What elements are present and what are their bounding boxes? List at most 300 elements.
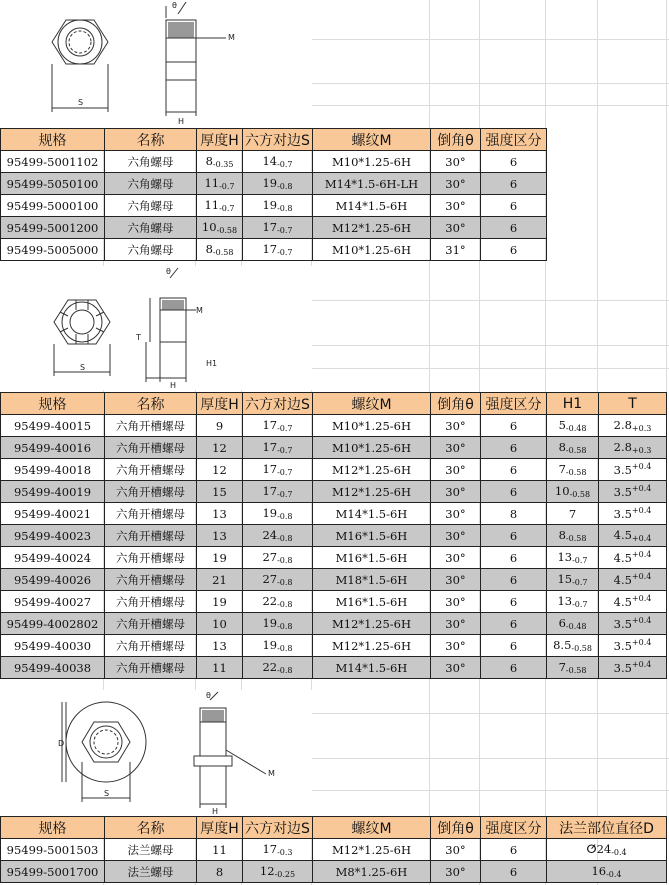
- across-flats-cell-value: 17: [262, 220, 278, 234]
- name-cell-value: 六角螺母: [127, 154, 174, 169]
- spec-cell-value: 95499-40024: [13, 550, 92, 565]
- spec-cell-value: 95499-40038: [13, 660, 92, 675]
- spec-cell: [1, 217, 105, 239]
- h1-cell-tolerance: -0.7: [572, 600, 588, 609]
- t-cell-tolerance: +0.4: [631, 550, 652, 559]
- chamfer-angle-cell-value: 30°: [445, 220, 466, 235]
- thickness-cell-value: 12: [212, 440, 227, 455]
- name-cell: [105, 239, 197, 261]
- across-flats-cell-value: 19: [262, 176, 278, 190]
- across-flats-cell-tolerance: -0.7: [277, 424, 293, 433]
- across-flats-cell: [243, 839, 313, 861]
- thread-cell: [313, 547, 431, 569]
- thread-cell-value: M16*1.5-6H: [335, 528, 408, 543]
- t-cell-value: 4.5: [613, 595, 632, 609]
- fig2-label-m: M: [196, 306, 203, 315]
- h1-cell-tolerance: -0.7: [572, 556, 588, 565]
- h1-cell: [547, 613, 599, 635]
- thickness-cell: [197, 481, 243, 503]
- across-flats-cell-tolerance: -0.8: [277, 622, 293, 631]
- thread-cell-value: M14*1.5-6H: [335, 660, 408, 675]
- thread-cell: [313, 591, 431, 613]
- chamfer-angle-cell-value: 30°: [445, 506, 466, 521]
- spec-cell-value: 95499-40027: [13, 594, 92, 609]
- spec-cell: [1, 839, 105, 861]
- across-flats-cell-tolerance: -0.7: [277, 160, 293, 169]
- h1-cell-tolerance: -0.48: [565, 622, 587, 631]
- across-flats-cell: [243, 591, 313, 613]
- t-cell: [599, 591, 667, 613]
- across-flats-cell-value: 22: [262, 660, 278, 674]
- column-header: T: [599, 393, 667, 415]
- spec-cell: [1, 481, 105, 503]
- thickness-cell: [197, 839, 243, 861]
- table-row: [1, 635, 667, 657]
- across-flats-cell: [243, 613, 313, 635]
- name-cell: [105, 173, 197, 195]
- t-cell-value: 4.5: [613, 528, 632, 542]
- chamfer-angle-cell-value: 30°: [445, 440, 466, 455]
- spec-cell-value: 95499-5005000: [6, 242, 99, 257]
- across-flats-cell-value: 19: [262, 638, 278, 652]
- spec-cell: [1, 569, 105, 591]
- column-header: 六方对边S: [243, 817, 313, 839]
- chamfer-angle-cell: [431, 415, 481, 437]
- table-row: [1, 503, 667, 525]
- table-row: [1, 569, 667, 591]
- fig2-label-t: T: [136, 333, 141, 342]
- name-cell-value: 六角开槽螺母: [116, 616, 185, 631]
- strength-grade-cell: [481, 437, 547, 459]
- t-cell-value: 3.5: [613, 485, 632, 499]
- name-cell-value: 六角开槽螺母: [116, 638, 185, 653]
- name-cell-value: 六角螺母: [127, 220, 174, 235]
- thickness-cell: [197, 239, 243, 261]
- thickness-cell-tolerance: -0.7: [219, 182, 235, 191]
- spec-cell: [1, 657, 105, 679]
- h1-cell-value: 7: [558, 660, 566, 674]
- thickness-cell: [197, 657, 243, 679]
- h1-cell-value: 13: [557, 594, 573, 608]
- thread-cell-value: M10*1.25-6H: [332, 440, 411, 455]
- strength-grade-cell-value: 6: [509, 484, 518, 499]
- chamfer-angle-cell: [431, 547, 481, 569]
- strength-grade-cell: [481, 503, 547, 525]
- flange-nut-header-row: [1, 817, 667, 839]
- column-header: 螺纹M: [313, 129, 431, 151]
- spec-cell-value: 95499-5001200: [6, 220, 99, 235]
- t-cell: [599, 503, 667, 525]
- spec-cell-value: 95499-5050100: [6, 176, 99, 191]
- spec-cell-value: 95499-40016: [13, 440, 92, 455]
- fig3-label-theta: θ: [206, 691, 211, 700]
- h1-cell: [547, 437, 599, 459]
- column-header: 厚度H: [197, 817, 243, 839]
- h1-cell-value: 10: [554, 484, 570, 498]
- column-header: 厚度H: [197, 393, 243, 415]
- table-row: [1, 547, 667, 569]
- thread-cell-value: M14*1.5-6H: [335, 198, 408, 213]
- across-flats-cell-tolerance: -0.8: [277, 204, 293, 213]
- across-flats-cell-tolerance: -0.8: [277, 534, 293, 543]
- thickness-cell-value: 15: [212, 484, 227, 499]
- t-cell: [599, 569, 667, 591]
- thread-cell-value: M12*1.25-6H: [332, 484, 411, 499]
- strength-grade-cell: [481, 415, 547, 437]
- chamfer-angle-cell: [431, 239, 481, 261]
- strength-grade-cell: [481, 591, 547, 613]
- h1-cell: [547, 591, 599, 613]
- chamfer-angle-cell-value: 30°: [445, 842, 466, 857]
- across-flats-cell-value: 17: [262, 484, 278, 498]
- column-header: 强度区分: [481, 393, 547, 415]
- across-flats-cell-value: 19: [262, 198, 278, 212]
- thread-cell-value: M10*1.25-6H: [332, 154, 411, 169]
- slotted-nut-spec-table: [0, 392, 667, 679]
- t-cell: [599, 415, 667, 437]
- flange-diameter-cell-value: 16: [591, 864, 607, 878]
- hex-nut-drawing: [0, 0, 312, 128]
- spec-cell: [1, 547, 105, 569]
- spec-cell: [1, 195, 105, 217]
- fig1-label-s: S: [78, 98, 84, 107]
- strength-grade-cell: [481, 481, 547, 503]
- thickness-cell: [197, 195, 243, 217]
- name-cell: [105, 217, 197, 239]
- name-cell-value: 六角开槽螺母: [116, 506, 185, 521]
- table-row: [1, 481, 667, 503]
- thickness-cell-value: 8: [215, 864, 224, 879]
- column-header: 厚度H: [197, 129, 243, 151]
- h1-cell-value: 8: [558, 440, 566, 454]
- spec-cell: [1, 151, 105, 173]
- chamfer-angle-cell: [431, 459, 481, 481]
- thickness-cell-value: 10: [212, 616, 227, 631]
- across-flats-cell-tolerance: -0.25: [274, 870, 296, 879]
- strength-grade-cell-value: 6: [509, 198, 518, 213]
- thickness-cell: [197, 569, 243, 591]
- hex-nut-header-row: [1, 129, 547, 151]
- t-cell: [599, 481, 667, 503]
- table-row: [1, 861, 667, 883]
- strength-grade-cell-value: 6: [509, 616, 518, 631]
- name-cell: [105, 525, 197, 547]
- strength-grade-cell-value: 6: [509, 176, 518, 191]
- thickness-cell: [197, 437, 243, 459]
- t-cell-tolerance: +0.4: [631, 484, 652, 493]
- flange-diameter-cell-tolerance: -0.4: [611, 848, 627, 857]
- across-flats-cell-value: 19: [262, 616, 278, 630]
- flange-diameter-cell: [547, 861, 667, 883]
- fig3-label-m: M: [268, 769, 275, 778]
- h1-cell-value: 7: [558, 462, 566, 476]
- name-cell-value: 六角开槽螺母: [116, 572, 185, 587]
- thread-cell-value: M12*1.25-6H: [332, 220, 411, 235]
- thread-cell: [313, 437, 431, 459]
- thread-cell-value: M10*1.25-6H: [332, 418, 411, 433]
- across-flats-cell-tolerance: -0.3: [277, 848, 293, 857]
- column-header: 规格: [1, 129, 105, 151]
- thread-cell: [313, 217, 431, 239]
- fig3-label-s: S: [104, 789, 110, 798]
- strength-grade-cell: [481, 151, 547, 173]
- fig1-label-m: M: [228, 33, 235, 42]
- thickness-cell-value: 10: [201, 220, 217, 234]
- strength-grade-cell-value: 6: [509, 638, 518, 653]
- thread-cell-value: M14*1.5-6H: [335, 506, 408, 521]
- spec-cell-value: 95499-40021: [13, 506, 92, 521]
- thickness-cell: [197, 151, 243, 173]
- thread-cell-value: M12*1.25-6H: [332, 842, 411, 857]
- chamfer-angle-cell: [431, 861, 481, 883]
- thickness-cell-value: 9: [215, 418, 224, 433]
- h1-cell-value: 8.5: [553, 638, 572, 652]
- across-flats-cell-tolerance: -0.8: [277, 512, 293, 521]
- thickness-cell-value: 19: [212, 594, 227, 609]
- strength-grade-cell: [481, 861, 547, 883]
- chamfer-angle-cell-value: 30°: [445, 638, 466, 653]
- column-header: 法兰部位直径D: [547, 817, 667, 839]
- thread-cell-value: M10*1.25-6H: [332, 242, 411, 257]
- chamfer-angle-cell-value: 30°: [445, 660, 466, 675]
- thread-cell-value: M12*1.25-6H: [332, 638, 411, 653]
- name-cell-value: 六角开槽螺母: [116, 418, 185, 433]
- thread-cell: [313, 861, 431, 883]
- name-cell-value: 六角开槽螺母: [116, 594, 185, 609]
- fig3-label-d: D: [58, 739, 65, 748]
- slotted-nut-header-row: [1, 393, 667, 415]
- name-cell-value: 六角开槽螺母: [116, 550, 185, 565]
- across-flats-cell-tolerance: -0.8: [277, 666, 293, 675]
- table-row: [1, 459, 667, 481]
- table-row: [1, 151, 547, 173]
- fig2-label-h: H: [170, 381, 177, 390]
- spec-cell-value: 95499-40030: [13, 638, 92, 653]
- across-flats-cell: [243, 195, 313, 217]
- name-cell: [105, 635, 197, 657]
- spec-cell-value: 95499-5001503: [6, 842, 99, 857]
- h1-cell-tolerance: -0.58: [565, 446, 587, 455]
- strength-grade-cell: [481, 217, 547, 239]
- thread-cell-value: M16*1.5-6H: [335, 550, 408, 565]
- t-cell-tolerance: +0.4: [631, 594, 652, 603]
- strength-grade-cell-value: 6: [509, 154, 518, 169]
- chamfer-angle-cell-value: 30°: [445, 594, 466, 609]
- table-row: [1, 525, 667, 547]
- chamfer-angle-cell-value: 30°: [445, 528, 466, 543]
- name-cell: [105, 657, 197, 679]
- h1-cell-value: 15: [557, 572, 573, 586]
- t-cell: [599, 459, 667, 481]
- thickness-cell-value: 8: [205, 154, 213, 168]
- chamfer-angle-cell: [431, 151, 481, 173]
- across-flats-cell-tolerance: -0.8: [277, 556, 293, 565]
- h1-cell: [547, 415, 599, 437]
- chamfer-angle-cell: [431, 635, 481, 657]
- across-flats-cell: [243, 437, 313, 459]
- h1-cell: [547, 635, 599, 657]
- thread-cell: [313, 481, 431, 503]
- thickness-cell-value: 21: [212, 572, 227, 587]
- h1-cell-tolerance: -0.58: [571, 644, 592, 653]
- chamfer-angle-cell: [431, 613, 481, 635]
- across-flats-cell-value: 22: [262, 594, 278, 608]
- thread-cell: [313, 657, 431, 679]
- strength-grade-cell-value: 6: [509, 550, 518, 565]
- across-flats-cell: [243, 173, 313, 195]
- chamfer-angle-cell: [431, 437, 481, 459]
- name-cell-value: 六角开槽螺母: [116, 462, 185, 477]
- name-cell: [105, 591, 197, 613]
- strength-grade-cell-value: 6: [509, 462, 518, 477]
- chamfer-angle-cell: [431, 481, 481, 503]
- h1-cell-tolerance: -0.58: [565, 468, 587, 477]
- across-flats-cell-value: 17: [262, 440, 278, 454]
- thickness-cell-value: 13: [212, 528, 227, 543]
- chamfer-angle-cell-value: 30°: [445, 418, 466, 433]
- table-row: [1, 657, 667, 679]
- thread-cell: [313, 569, 431, 591]
- t-cell-tolerance: +0.3: [631, 424, 652, 433]
- across-flats-cell: [243, 861, 313, 883]
- t-cell: [599, 437, 667, 459]
- across-flats-cell-tolerance: -0.7: [277, 468, 293, 477]
- thread-cell: [313, 239, 431, 261]
- fig1-label-h: H: [178, 117, 185, 126]
- chamfer-angle-cell: [431, 657, 481, 679]
- h1-cell: [547, 569, 599, 591]
- column-header: 强度区分: [481, 129, 547, 151]
- strength-grade-cell-value: 6: [509, 440, 518, 455]
- across-flats-cell: [243, 151, 313, 173]
- flange-diameter-cell-value: ⵚ24: [586, 842, 612, 856]
- fig2-label-theta: θ: [166, 267, 171, 276]
- table-row: [1, 591, 667, 613]
- name-cell: [105, 547, 197, 569]
- spec-cell: [1, 415, 105, 437]
- thickness-cell-value: 13: [212, 506, 227, 521]
- across-flats-cell-value: 17: [262, 242, 278, 256]
- h1-cell-value: 6: [558, 616, 566, 630]
- chamfer-angle-cell-value: 30°: [445, 864, 466, 879]
- fig3-label-h: H: [212, 807, 219, 816]
- strength-grade-cell: [481, 195, 547, 217]
- thickness-cell-value: 11: [204, 176, 220, 190]
- name-cell: [105, 569, 197, 591]
- table-row: [1, 217, 547, 239]
- thread-cell: [313, 525, 431, 547]
- thread-cell-value: M16*1.5-6H: [335, 594, 408, 609]
- t-cell-value: 4.5: [613, 551, 632, 565]
- h1-cell-tolerance: -0.7: [572, 578, 588, 587]
- chamfer-angle-cell: [431, 569, 481, 591]
- thickness-cell: [197, 613, 243, 635]
- t-cell: [599, 613, 667, 635]
- chamfer-angle-cell: [431, 503, 481, 525]
- thickness-cell-value: 11: [212, 842, 227, 857]
- spec-cell-value: 95499-40023: [13, 528, 92, 543]
- chamfer-angle-cell-value: 30°: [445, 154, 466, 169]
- chamfer-angle-cell: [431, 591, 481, 613]
- name-cell: [105, 195, 197, 217]
- column-header: 六方对边S: [243, 129, 313, 151]
- thickness-cell-tolerance: -0.58: [212, 248, 234, 257]
- strength-grade-cell: [481, 635, 547, 657]
- h1-cell: [547, 525, 599, 547]
- across-flats-cell-value: 17: [262, 418, 278, 432]
- across-flats-cell-tolerance: -0.7: [277, 248, 293, 257]
- h1-cell-value: 8: [558, 528, 566, 542]
- flange-diameter-cell-tolerance: -0.4: [606, 870, 622, 879]
- chamfer-angle-cell: [431, 525, 481, 547]
- spec-cell: [1, 239, 105, 261]
- strength-grade-cell: [481, 239, 547, 261]
- strength-grade-cell-value: 6: [509, 528, 518, 543]
- h1-cell-value: 5: [558, 418, 566, 432]
- strength-grade-cell-value: 6: [509, 220, 518, 235]
- t-cell: [599, 635, 667, 657]
- strength-grade-cell: [481, 547, 547, 569]
- fig1-label-theta: θ: [172, 1, 177, 10]
- thread-cell-value: M12*1.25-6H: [332, 616, 411, 631]
- t-cell-value: 4.5: [613, 573, 632, 587]
- name-cell: [105, 839, 197, 861]
- thread-cell: [313, 151, 431, 173]
- t-cell-tolerance: +0.3: [631, 446, 652, 455]
- flange-outline: [66, 702, 146, 782]
- thread-cell: [313, 195, 431, 217]
- chamfer-angle-cell: [431, 173, 481, 195]
- t-cell-tolerance: +0.4: [631, 616, 652, 625]
- thickness-cell: [197, 503, 243, 525]
- thickness-cell-value: 11: [204, 198, 220, 212]
- fig2-label-h1: H1: [206, 359, 218, 368]
- strength-grade-cell: [481, 525, 547, 547]
- spec-cell: [1, 525, 105, 547]
- thickness-cell-value: 8: [205, 242, 213, 256]
- strength-grade-cell-value: 8: [509, 506, 518, 521]
- spec-cell-value: 95499-40026: [13, 572, 92, 587]
- t-cell: [599, 547, 667, 569]
- across-flats-cell-tolerance: -0.8: [277, 578, 293, 587]
- across-flats-cell: [243, 525, 313, 547]
- thickness-cell: [197, 459, 243, 481]
- thickness-cell-value: 12: [212, 462, 227, 477]
- column-header: 强度区分: [481, 817, 547, 839]
- spec-cell: [1, 613, 105, 635]
- thickness-cell: [197, 173, 243, 195]
- across-flats-cell-tolerance: -0.8: [277, 644, 293, 653]
- column-header: 名称: [105, 817, 197, 839]
- spec-cell-value: 95499-40015: [13, 418, 92, 433]
- across-flats-cell-value: 24: [262, 528, 278, 542]
- thread-cell-value: M18*1.5-6H: [335, 572, 408, 587]
- thickness-cell-value: 11: [212, 660, 227, 675]
- across-flats-cell: [243, 635, 313, 657]
- thickness-cell: [197, 861, 243, 883]
- strength-grade-cell-value: 6: [509, 594, 518, 609]
- hex-nut-spec-table: [0, 128, 547, 261]
- table-row: [1, 239, 547, 261]
- name-cell: [105, 481, 197, 503]
- across-flats-cell-value: 12: [259, 864, 275, 878]
- spec-cell: [1, 861, 105, 883]
- h1-cell: [547, 459, 599, 481]
- column-header: 名称: [105, 393, 197, 415]
- across-flats-cell: [243, 657, 313, 679]
- spec-cell: [1, 459, 105, 481]
- flange-nut-spec-table: [0, 816, 667, 883]
